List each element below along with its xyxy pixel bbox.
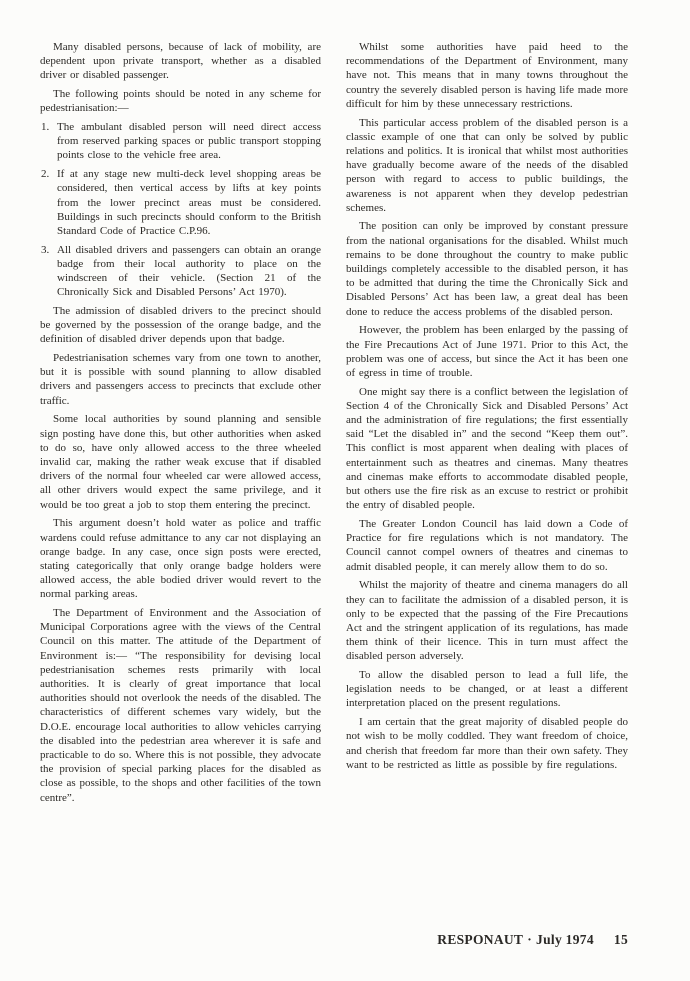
paragraph: The following points should be noted in any scheme for pedestrianisation:— xyxy=(40,88,321,115)
paragraph: Whilst some authorities have paid heed to the recommendations of the Department of Environment, many have not. This means that in many towns throughout the country the severely disabled person is having life made more difficult for him by these unnecessary restrictions. xyxy=(346,41,628,110)
list-item xyxy=(40,120,321,163)
issue-date: July 1974 xyxy=(536,932,594,947)
journal-name: RESPONAUT xyxy=(437,932,524,947)
numbered-list xyxy=(40,120,321,299)
paragraph: I am certain that the great majority of disabled people do not wish to be molly coddled. They want freedom of choice, and cherish that freedom far more than their own safety. They want to be restricted as little as possible by fire regulations. xyxy=(346,716,628,771)
paragraph: The Department of Environment and the Association of Municipal Corporations agree with the views of the Central Council on this matter. The attitude of the Department of Environment is:— “The responsibility for devising local pedestrianisation schemes rests primarily with local authorities. It is clearly of great importance that local authorities should not overlook the needs of the disabled. The characteristics of different schemes vary widely, but the D.O.E. encourage local authorities to allow vehicles carrying the disabled into the pedestrian area wherever it is safe and practicable to do so. Where this is not possible, they advocate the provision of special parking places for the disabled as close as possible, to the shops and other facilities of the town centre”. xyxy=(40,607,321,804)
paragraph: Some local authorities by sound planning and sensible sign posting have done this, but other authorities when asked to do so, have only allowed access to the three wheeled invalid car, making the rather weak excuse that if disabled drivers of the normal four wheeled car were allowed access, all other drivers would expect the same privilege, and it would be too great a job to stop them entering the precinct. xyxy=(40,413,321,511)
list-item xyxy=(40,167,321,238)
list-item-text: All disabled drivers and passengers can obtain an orange badge from their local authority to place on the windscreen of their vehicle. (Section 21 of the Chronically Sick and Disabled Persons’ Act 1970). xyxy=(57,243,321,299)
paragraph: Whilst the majority of theatre and cinema managers do all they can to facilitate the admission of a disabled person, it is only to be expected that the passing of the Fire Precautions Act and the stringent application of its regulations, has made them think of their licence. This in turn must affect the disabled person adversely. xyxy=(346,579,628,663)
paragraph: The admission of disabled drivers to the precinct should be governed by the possession of the orange badge, and the definition of disabled driver depends upon that badge. xyxy=(40,304,321,346)
paragraph: However, the problem has been enlarged by the passing of the Fire Precautions Act of June 1971. Prior to this Act, the problem was one of access, but since the Act it has been one of egress in time of trouble. xyxy=(346,324,628,379)
list-marker: 1. xyxy=(41,121,50,134)
list-marker: 2. xyxy=(41,168,50,181)
page-number: 15 xyxy=(613,932,628,947)
right-column xyxy=(346,40,628,809)
paragraph: The Greater London Council has laid down a Code of Practice for fire regulations which is not mandatory. The Council cannot compel owners of theatres and cinemas to admit disabled people, it can merely allow them to do so. xyxy=(346,518,628,573)
paragraph: One might say there is a conflict between the legislation of Section 4 of the Chronically Sick and Disabled Persons’ Act and the administration of fire regulations; the first essentially said “Let the disabled in” and the second “Keep them out”. This conflict is most apparent when dealing with places of entertainment such as theatres and cinemas. Many theatres and cinemas make efforts to accommodate disabled people, but others use the fire risk as an excuse to restrict or prohibit the entry of disabled people. xyxy=(346,385,628,512)
paragraph: The position can only be improved by constant pressure from the national organisations for the disabled. Whilst much remains to be done throughout the country to make public buildings completely accessible to the disabled person, it has to be admitted that during the time the Chronically Sick and Disabled Persons’ Act has been law, a great deal has been done to reduce the access problems of the disabled person. xyxy=(346,220,628,318)
left-column xyxy=(40,40,321,809)
paragraph: Many disabled persons, because of lack of mobility, are dependent upon private transport, whether as a disabled driver or disabled passenger. xyxy=(40,41,321,82)
list-marker: 3. xyxy=(41,243,50,256)
footer-separator-dot: · xyxy=(527,932,533,947)
list-item xyxy=(40,243,321,300)
paragraph: To allow the disabled person to lead a full life, the legislation needs to be changed, or at least a different interpretation placed on the present regulations. xyxy=(346,669,628,710)
list-item-text: The ambulant disabled person will need direct access from reserved parking spaces or public transport stopping points close to the vehicle free area. xyxy=(57,121,321,162)
list-item-text: If at any stage new multi-deck level shopping areas be considered, then vertical access by lifts at key points from the lower precinct areas must be considered. Buildings in such precincts should conform to the British Standard Code of Practice C.P.96. xyxy=(57,168,321,237)
paragraph: Pedestrianisation schemes vary from one town to another, but it is possible with sound planning to allow disabled drivers and passengers access to precincts that exclude other traffic. xyxy=(40,352,321,407)
paragraph: This argument doesn’t hold water as police and traffic wardens could refuse admittance to any car not displaying an orange badge. In any case, once sign posts were erected, stating categorically that only orange badge holders were allowed access, the able bodied driver would revert to the normal parking areas. xyxy=(40,517,321,601)
page-footer xyxy=(437,932,628,948)
paragraph: This particular access problem of the disabled person is a classic example of one that can only be solved by public relations and politics. It is ironical that whilst most authorities have gradually become aware of the needs of the disabled person with regard to access to public buildings, the awareness is not apparent when they develop pedestrian schemes. xyxy=(346,116,628,214)
